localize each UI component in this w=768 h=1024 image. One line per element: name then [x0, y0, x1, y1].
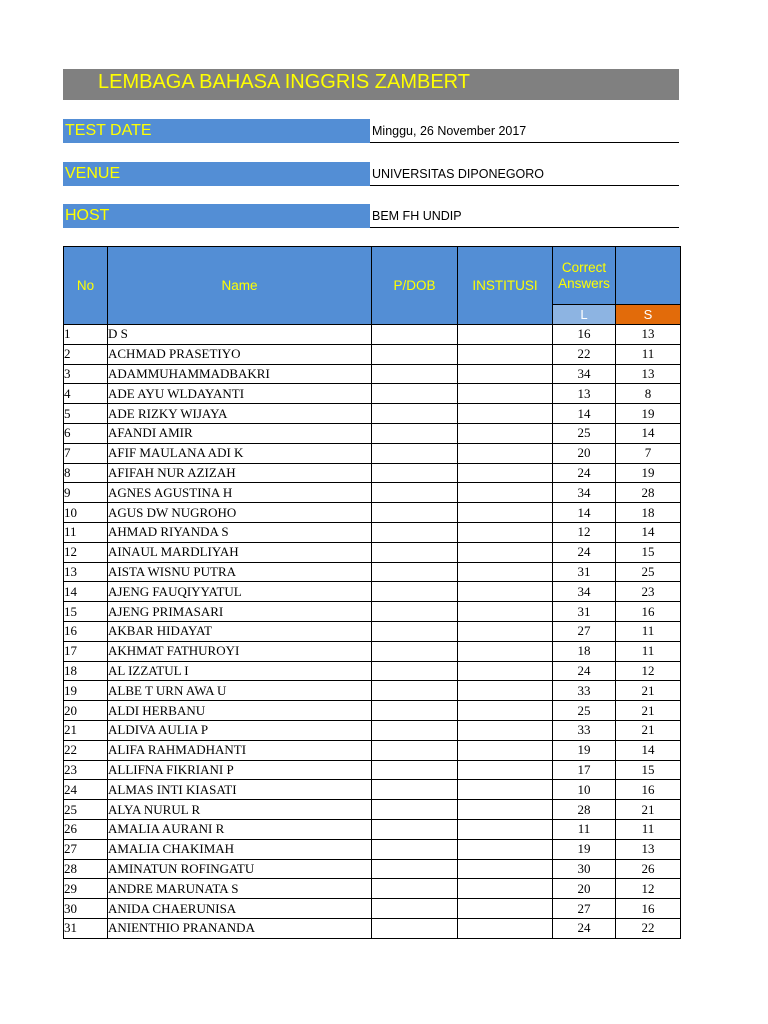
row-score-s: 15: [616, 542, 681, 562]
table-body: [64, 325, 681, 939]
row-institusi: [458, 879, 553, 899]
row-number: 23: [64, 760, 108, 780]
row-number: 16: [64, 621, 108, 641]
row-institusi: [458, 899, 553, 919]
venue-value: UNIVERSITAS DIPONEGORO: [370, 162, 679, 186]
table-row: [64, 344, 681, 364]
row-institusi: [458, 819, 553, 839]
row-score-s: 15: [616, 760, 681, 780]
row-number: 27: [64, 839, 108, 859]
header-correct-answers: Correct Answers: [553, 247, 616, 305]
row-number: 4: [64, 384, 108, 404]
row-pdob: [372, 918, 458, 938]
row-pdob: [372, 819, 458, 839]
row-score-s: 13: [616, 364, 681, 384]
table-row: [64, 522, 681, 542]
row-name: AJENG PRIMASARI: [108, 602, 372, 622]
row-pdob: [372, 602, 458, 622]
row-score-l: 30: [553, 859, 616, 879]
table-row: [64, 325, 681, 345]
row-name: ALDI HERBANU: [108, 701, 372, 721]
row-score-s: 16: [616, 780, 681, 800]
row-score-s: 13: [616, 325, 681, 345]
row-score-s: 19: [616, 463, 681, 483]
row-score-l: 22: [553, 344, 616, 364]
row-institusi: [458, 582, 553, 602]
row-score-l: 16: [553, 325, 616, 345]
table-row: [64, 879, 681, 899]
row-score-l: 34: [553, 582, 616, 602]
table-row: [64, 562, 681, 582]
row-score-l: 31: [553, 602, 616, 622]
table-row: [64, 483, 681, 503]
header-correct-blank: [616, 247, 681, 305]
row-pdob: [372, 681, 458, 701]
row-number: 24: [64, 780, 108, 800]
row-number: 7: [64, 443, 108, 463]
row-score-s: 11: [616, 621, 681, 641]
row-institusi: [458, 562, 553, 582]
row-score-s: 14: [616, 423, 681, 443]
row-name: AL IZZATUL I: [108, 661, 372, 681]
row-institusi: [458, 740, 553, 760]
row-number: 22: [64, 740, 108, 760]
header-pdob: P/DOB: [372, 247, 458, 325]
row-institusi: [458, 780, 553, 800]
row-institusi: [458, 859, 553, 879]
row-number: 29: [64, 879, 108, 899]
row-score-l: 27: [553, 621, 616, 641]
row-number: 15: [64, 602, 108, 622]
row-pdob: [372, 404, 458, 424]
table-row: [64, 681, 681, 701]
row-pdob: [372, 720, 458, 740]
row-score-l: 27: [553, 899, 616, 919]
row-pdob: [372, 701, 458, 721]
row-pdob: [372, 879, 458, 899]
row-number: 1: [64, 325, 108, 345]
row-score-l: 34: [553, 483, 616, 503]
row-pdob: [372, 325, 458, 345]
row-pdob: [372, 423, 458, 443]
row-number: 25: [64, 800, 108, 820]
row-institusi: [458, 404, 553, 424]
table-row: [64, 503, 681, 523]
row-score-l: 24: [553, 542, 616, 562]
table-row: [64, 423, 681, 443]
row-score-s: 25: [616, 562, 681, 582]
row-institusi: [458, 918, 553, 938]
row-name: AJENG FAUQIYYATUL: [108, 582, 372, 602]
header-institusi: INSTITUSI: [458, 247, 553, 325]
row-name: AFIF MAULANA ADI K: [108, 443, 372, 463]
table-row: [64, 582, 681, 602]
row-score-l: 20: [553, 443, 616, 463]
row-pdob: [372, 364, 458, 384]
row-score-l: 24: [553, 661, 616, 681]
table-row: [64, 918, 681, 938]
row-score-s: 21: [616, 681, 681, 701]
row-score-s: 14: [616, 740, 681, 760]
row-number: 12: [64, 542, 108, 562]
row-pdob: [372, 661, 458, 681]
row-institusi: [458, 384, 553, 404]
row-score-s: 21: [616, 800, 681, 820]
row-score-l: 31: [553, 562, 616, 582]
row-number: 11: [64, 522, 108, 542]
row-name: AGUS DW NUGROHO: [108, 503, 372, 523]
row-score-s: 12: [616, 879, 681, 899]
row-pdob: [372, 344, 458, 364]
table-row: [64, 621, 681, 641]
row-score-s: 18: [616, 503, 681, 523]
header-s: S: [616, 305, 681, 325]
row-name: ALMAS INTI KIASATI: [108, 780, 372, 800]
row-score-s: 28: [616, 483, 681, 503]
row-number: 14: [64, 582, 108, 602]
row-score-s: 13: [616, 839, 681, 859]
table-row: [64, 443, 681, 463]
row-pdob: [372, 483, 458, 503]
row-score-s: 8: [616, 384, 681, 404]
row-institusi: [458, 443, 553, 463]
row-name: AHMAD RIYANDA S: [108, 522, 372, 542]
row-institusi: [458, 423, 553, 443]
row-institusi: [458, 681, 553, 701]
table-row: [64, 364, 681, 384]
host-label: HOST: [63, 204, 370, 228]
row-name: ADAMMUHAMMADBAKRI: [108, 364, 372, 384]
row-number: 18: [64, 661, 108, 681]
row-score-l: 33: [553, 720, 616, 740]
table-row: [64, 839, 681, 859]
row-number: 20: [64, 701, 108, 721]
row-score-s: 12: [616, 661, 681, 681]
test-date-value: Minggu, 26 November 2017: [370, 119, 679, 143]
row-institusi: [458, 503, 553, 523]
row-institusi: [458, 701, 553, 721]
row-score-s: 21: [616, 720, 681, 740]
table-row: [64, 740, 681, 760]
row-score-l: 20: [553, 879, 616, 899]
row-number: 17: [64, 641, 108, 661]
row-score-s: 11: [616, 344, 681, 364]
row-pdob: [372, 641, 458, 661]
row-institusi: [458, 839, 553, 859]
row-score-s: 11: [616, 641, 681, 661]
row-number: 21: [64, 720, 108, 740]
row-pdob: [372, 800, 458, 820]
row-score-s: 7: [616, 443, 681, 463]
row-name: AGNES AGUSTINA H: [108, 483, 372, 503]
row-score-l: 13: [553, 384, 616, 404]
row-number: 3: [64, 364, 108, 384]
row-institusi: [458, 542, 553, 562]
row-score-l: 14: [553, 404, 616, 424]
row-name: ALYA NURUL R: [108, 800, 372, 820]
row-pdob: [372, 839, 458, 859]
row-score-s: 26: [616, 859, 681, 879]
table-row: [64, 760, 681, 780]
venue-label: VENUE: [63, 162, 370, 186]
row-score-l: 28: [553, 800, 616, 820]
row-score-l: 19: [553, 839, 616, 859]
table-row: [64, 661, 681, 681]
table-header-row: [64, 247, 681, 305]
row-name: ANIENTHIO PRANANDA: [108, 918, 372, 938]
row-score-l: 19: [553, 740, 616, 760]
results-table: [63, 246, 681, 939]
row-number: 19: [64, 681, 108, 701]
row-number: 31: [64, 918, 108, 938]
row-pdob: [372, 463, 458, 483]
row-pdob: [372, 542, 458, 562]
row-number: 6: [64, 423, 108, 443]
table-row: [64, 384, 681, 404]
row-score-l: 34: [553, 364, 616, 384]
row-institusi: [458, 661, 553, 681]
row-pdob: [372, 503, 458, 523]
row-pdob: [372, 859, 458, 879]
row-name: ADE RIZKY WIJAYA: [108, 404, 372, 424]
row-name: ALLIFNA FIKRIANI P: [108, 760, 372, 780]
row-score-s: 16: [616, 899, 681, 919]
page-title: LEMBAGA BAHASA INGGRIS ZAMBERT: [98, 71, 470, 93]
table-row: [64, 819, 681, 839]
row-name: AMALIA CHAKIMAH: [108, 839, 372, 859]
row-name: AINAUL MARDLIYAH: [108, 542, 372, 562]
row-number: 13: [64, 562, 108, 582]
header-name: Name: [108, 247, 372, 325]
table-row: [64, 720, 681, 740]
row-score-s: 23: [616, 582, 681, 602]
table-row: [64, 404, 681, 424]
info-row-host: [63, 204, 679, 228]
row-institusi: [458, 325, 553, 345]
table-row: [64, 701, 681, 721]
row-number: 8: [64, 463, 108, 483]
row-number: 28: [64, 859, 108, 879]
row-score-s: 19: [616, 404, 681, 424]
row-pdob: [372, 621, 458, 641]
row-number: 5: [64, 404, 108, 424]
row-number: 26: [64, 819, 108, 839]
row-score-l: 25: [553, 423, 616, 443]
row-name: ANIDA CHAERUNISA: [108, 899, 372, 919]
row-score-l: 17: [553, 760, 616, 780]
table-row: [64, 859, 681, 879]
table-row: [64, 800, 681, 820]
row-score-s: 11: [616, 819, 681, 839]
row-pdob: [372, 899, 458, 919]
row-number: 10: [64, 503, 108, 523]
header-no: No: [64, 247, 108, 325]
row-score-l: 25: [553, 701, 616, 721]
row-score-s: 14: [616, 522, 681, 542]
row-score-l: 18: [553, 641, 616, 661]
info-row-test-date: [63, 119, 679, 143]
row-pdob: [372, 522, 458, 542]
row-name: AFIFAH NUR AZIZAH: [108, 463, 372, 483]
title-bar: [63, 69, 679, 100]
header-l: L: [553, 305, 616, 325]
row-institusi: [458, 641, 553, 661]
row-number: 30: [64, 899, 108, 919]
info-row-venue: [63, 162, 679, 186]
row-institusi: [458, 760, 553, 780]
table-row: [64, 542, 681, 562]
test-date-label: TEST DATE: [63, 119, 370, 143]
row-institusi: [458, 483, 553, 503]
row-name: ALBE T URN AWA U: [108, 681, 372, 701]
row-name: ACHMAD PRASETIYO: [108, 344, 372, 364]
table-row: [64, 463, 681, 483]
row-institusi: [458, 621, 553, 641]
row-name: ANDRE MARUNATA S: [108, 879, 372, 899]
row-score-l: 14: [553, 503, 616, 523]
row-pdob: [372, 443, 458, 463]
row-pdob: [372, 780, 458, 800]
host-value: BEM FH UNDIP: [370, 204, 679, 228]
row-score-s: 21: [616, 701, 681, 721]
row-score-s: 16: [616, 602, 681, 622]
row-name: AISTA WISNU PUTRA: [108, 562, 372, 582]
row-score-l: 24: [553, 918, 616, 938]
row-institusi: [458, 800, 553, 820]
row-pdob: [372, 740, 458, 760]
row-pdob: [372, 384, 458, 404]
row-score-l: 10: [553, 780, 616, 800]
row-name: AKBAR HIDAYAT: [108, 621, 372, 641]
row-institusi: [458, 344, 553, 364]
row-score-s: 22: [616, 918, 681, 938]
row-score-l: 11: [553, 819, 616, 839]
row-name: D S: [108, 325, 372, 345]
row-institusi: [458, 463, 553, 483]
row-name: AKHMAT FATHUROYI: [108, 641, 372, 661]
table-row: [64, 899, 681, 919]
row-number: 9: [64, 483, 108, 503]
row-name: AMINATUN ROFINGATU: [108, 859, 372, 879]
row-number: 2: [64, 344, 108, 364]
row-pdob: [372, 562, 458, 582]
row-name: ADE AYU WLDAYANTI: [108, 384, 372, 404]
row-pdob: [372, 582, 458, 602]
row-score-l: 12: [553, 522, 616, 542]
row-institusi: [458, 602, 553, 622]
row-name: ALDIVA AULIA P: [108, 720, 372, 740]
table-row: [64, 602, 681, 622]
row-score-l: 33: [553, 681, 616, 701]
table-row: [64, 641, 681, 661]
row-institusi: [458, 364, 553, 384]
row-pdob: [372, 760, 458, 780]
row-name: AFANDI AMIR: [108, 423, 372, 443]
row-name: AMALIA AURANI R: [108, 819, 372, 839]
row-institusi: [458, 720, 553, 740]
row-score-l: 24: [553, 463, 616, 483]
table-row: [64, 780, 681, 800]
row-name: ALIFA RAHMADHANTI: [108, 740, 372, 760]
row-institusi: [458, 522, 553, 542]
